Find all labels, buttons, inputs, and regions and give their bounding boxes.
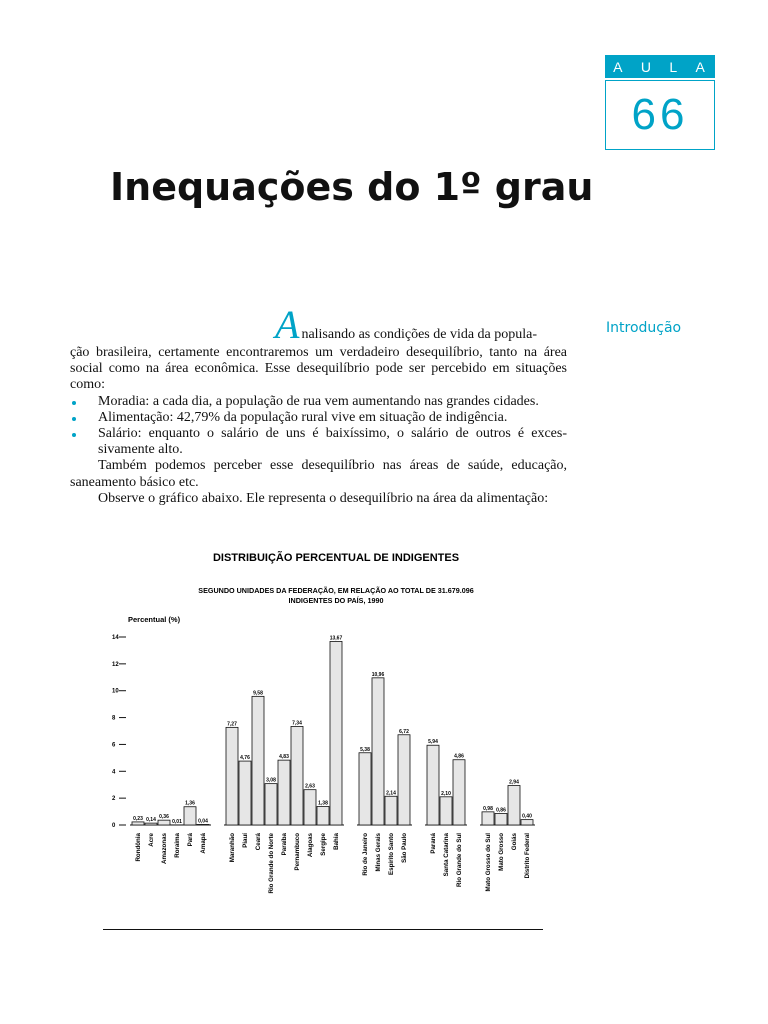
- category-label: Bahia: [333, 833, 340, 850]
- bar: [385, 796, 397, 825]
- data-label: 6,72: [399, 728, 409, 735]
- section-label: Introdução: [606, 320, 682, 336]
- category-label: Paraíba: [281, 833, 288, 856]
- data-label: 5,38: [360, 746, 370, 753]
- category-label: Rio Grande do Sul: [456, 833, 463, 887]
- category-label: Alagoas: [307, 833, 314, 858]
- chart-title: DISTRIBUIÇÃO PERCENTUAL DE INDIGENTES: [212, 552, 460, 564]
- category-label: Mato Grosso do Sul: [485, 833, 492, 892]
- category-label: Amapá: [200, 833, 207, 854]
- data-label: 1,36: [185, 800, 195, 807]
- chart: [100, 545, 550, 945]
- data-label: 9,58: [253, 690, 263, 697]
- data-label: 0,40: [522, 813, 532, 820]
- y-tick-label: 6: [112, 742, 116, 749]
- data-label: 0,04: [198, 818, 208, 825]
- bars: [132, 635, 533, 893]
- aula-letter: A: [613, 58, 625, 75]
- data-label: 7,27: [227, 721, 237, 728]
- chart-subtitle: INDIGENTES DO PAÍS, 1990: [288, 596, 384, 605]
- first-line-text: nalisando as condições de vida da popula-: [301, 327, 538, 342]
- category-label: Sergipe: [320, 833, 327, 856]
- bar: [145, 823, 157, 825]
- bar: [482, 812, 494, 825]
- data-label: 0,36: [159, 814, 169, 821]
- bar: [398, 735, 410, 825]
- data-label: 13,67: [329, 635, 343, 642]
- paragraph: Também podemos perceber esse desequilíbrio nas áreas de saúde, educação, saneamento básico etc.: [70, 458, 567, 490]
- bar: [427, 745, 439, 825]
- data-label: 5,94: [428, 739, 438, 746]
- category-label: Amazonas: [161, 833, 168, 864]
- y-axis-label: Percentual (%): [128, 615, 181, 624]
- category-label: Rio Grande do Norte: [268, 833, 275, 894]
- aula-letter: U: [640, 58, 653, 75]
- aula-tab: [605, 55, 715, 78]
- bar: [359, 753, 371, 825]
- body-text: [70, 302, 567, 507]
- bar: [440, 797, 452, 825]
- bar: [521, 820, 533, 825]
- data-label: 7,34: [292, 720, 302, 727]
- data-label: 0,98: [483, 805, 493, 812]
- bar: [226, 727, 238, 825]
- category-label: Pernambuco: [294, 833, 301, 871]
- bar: [372, 678, 384, 825]
- chart-subtitle: SEGUNDO UNIDADES DA FEDERAÇÃO, EM RELAÇÃO AO TOTAL DE 31.679.096: [198, 586, 474, 595]
- category-label: Maranhão: [229, 833, 236, 863]
- bar: [453, 760, 465, 825]
- category-label: Minas Gerais: [375, 833, 382, 872]
- bullet-item: Alimentação: 42,79% da população rural vive em situação de indigência.: [70, 410, 567, 426]
- category-label: Piauí: [242, 833, 249, 848]
- data-label: 0,14: [146, 817, 156, 824]
- data-label: 10,96: [371, 671, 385, 678]
- y-tick-label: 14: [112, 635, 119, 641]
- bar: [317, 806, 329, 825]
- data-label: 2,10: [441, 790, 451, 797]
- category-label: Pará: [187, 833, 194, 847]
- category-label: Paraná: [430, 833, 437, 854]
- first-line: [70, 302, 567, 347]
- lesson-number: 66: [605, 80, 715, 150]
- bar: [197, 824, 209, 825]
- page-title: Inequações do 1º grau: [110, 165, 594, 209]
- category-label: Rondônia: [135, 833, 142, 862]
- category-label: Roraima: [174, 833, 181, 858]
- bar: [508, 786, 520, 825]
- bar: [239, 761, 251, 825]
- bottom-rule: [103, 929, 543, 930]
- drop-cap: A: [275, 302, 300, 347]
- y-tick-label: 10: [112, 688, 119, 695]
- y-tick-label: 8: [112, 715, 116, 722]
- y-tick-label: 12: [112, 661, 119, 668]
- bar: [330, 641, 342, 825]
- data-label: 4,86: [454, 753, 464, 760]
- data-label: 0,23: [133, 815, 143, 822]
- category-label: Goiás: [511, 833, 518, 851]
- bar: [184, 807, 196, 825]
- bar: [132, 822, 144, 825]
- bar: [252, 696, 264, 825]
- category-label: Santa Catarina: [443, 833, 450, 877]
- paragraph: Observe o gráfico abaixo. Ele representa o desequilíbrio na área da alimentação:: [98, 490, 549, 506]
- data-label: 3,08: [266, 777, 276, 784]
- data-label: 4,83: [279, 754, 289, 761]
- data-label: 4,76: [240, 755, 250, 762]
- bullet-item: Salário: enquanto o salário de uns é baixíssimo, o salário de outros é exces-sivamente alto.: [70, 426, 567, 458]
- category-label: Mato Grosso: [498, 833, 505, 871]
- bar: [278, 760, 290, 825]
- category-label: São Paulo: [401, 833, 408, 863]
- bar: [495, 813, 507, 825]
- data-label: 2,94: [509, 779, 519, 786]
- y-tick-label: 4: [112, 769, 116, 776]
- category-label: Rio de Janeiro: [362, 833, 369, 876]
- bar: [158, 820, 170, 825]
- aula-letter: A: [695, 58, 707, 75]
- data-label: 2,14: [386, 790, 396, 797]
- data-label: 2,63: [305, 783, 315, 790]
- bar-chart: [100, 545, 550, 945]
- data-label: 0,01: [172, 818, 182, 825]
- data-label: 0,86: [496, 807, 506, 814]
- bar: [304, 790, 316, 825]
- data-label: 1,38: [318, 800, 328, 807]
- paragraph: ção brasileira, certamente encontraremos um verdadeiro desequilíbrio, tanto na área social como na área econômica. Esse desequilíbrio pode ser percebido em situações como:: [70, 345, 567, 393]
- y-tick-label: 0: [112, 823, 116, 829]
- bar: [291, 726, 303, 825]
- bullet-item: Moradia: a cada dia, a população de rua vem aumentando nas grandes cidades.: [70, 394, 567, 410]
- category-label: Acre: [148, 833, 155, 847]
- bar: [265, 784, 277, 825]
- category-label: Ceará: [255, 833, 262, 851]
- bullet-list: [70, 394, 567, 459]
- category-label: Espírito Santo: [388, 833, 395, 875]
- y-tick-label: 2: [112, 796, 116, 803]
- aula-letter: L: [669, 58, 680, 75]
- category-label: Distrito Federal: [524, 833, 531, 879]
